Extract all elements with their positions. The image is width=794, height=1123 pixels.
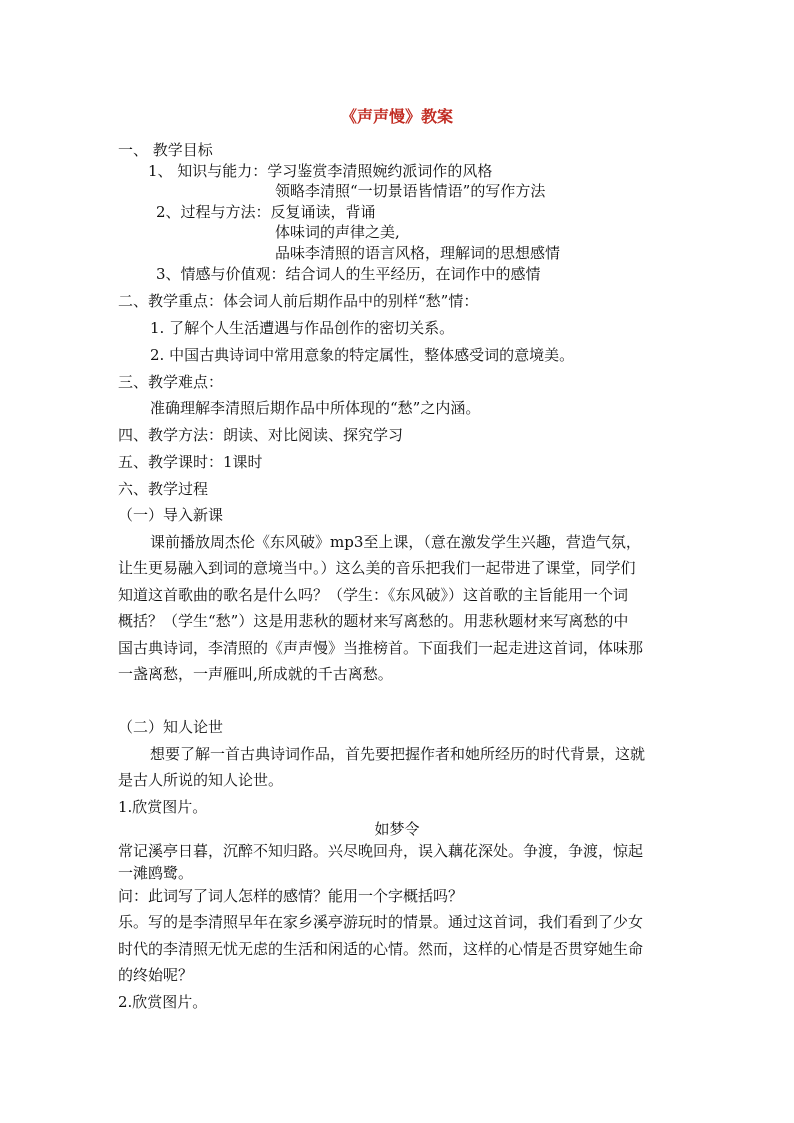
section-heading-process: 六、教学过程	[118, 480, 209, 498]
section-heading-key-points: 二、教学重点：体会词人前后期作品中的别样“愁”情：	[118, 292, 479, 310]
objective-values: 3、情感与价值观：结合词人的生平经历，在词作中的感情	[156, 265, 541, 283]
subsection-intro: （一）导入新课	[118, 506, 224, 524]
section-heading-difficulties: 三、教学难点：	[118, 373, 224, 391]
intro-paragraph-line: 一盏离愁，一声雁叫,所成就的千古离愁。	[118, 665, 393, 683]
intro-paragraph-line: 课前播放周杰伦《东风破》mp3至上课，（意在激发学生兴趣，营造气氛，	[150, 533, 641, 551]
view-picture-2: 2.欣赏图片。	[118, 993, 208, 1011]
section-heading-hours: 五、教学课时：1课时	[118, 453, 263, 471]
objective-process-cont-2: 品味李清照的语言风格，理解词的思想感情	[275, 244, 561, 262]
answer-line: 乐。写的是李清照早年在家乡溪亭游玩时的情景。通过这首词，我们看到了少女	[118, 913, 644, 931]
section-heading-methods: 四、教学方法：朗读、对比阅读、探究学习	[118, 426, 404, 444]
objective-knowledge: 1、 知识与能力：学习鉴赏李清照婉约派词作的风格	[148, 162, 493, 180]
key-point-1: 1. 了解个人生活遭遇与作品创作的密切关系。	[150, 319, 455, 337]
intro-paragraph-line: 概括？（学生“愁”）这是用悲秋的题材来写离愁的。用悲秋题材来写离愁的中	[118, 612, 629, 630]
context-paragraph-line: 是古人所说的知人论世。	[118, 771, 284, 789]
objective-knowledge-cont: 领略李清照“一切景语皆情语”的写作方法	[275, 182, 546, 200]
poem-title: 如梦令	[374, 820, 420, 838]
subsection-author-context: （二）知人论世	[118, 718, 224, 736]
objective-process-cont-1: 体味词的声律之美,	[275, 223, 400, 241]
difficulty-text: 准确理解李清照后期作品中所体现的“愁”之内涵。	[150, 399, 481, 417]
intro-paragraph-line: 让生更易融入到词的意境当中。）这么美的音乐把我们一起带进了课堂，同学们	[118, 559, 636, 577]
intro-paragraph-line: 知道这首歌曲的歌名是什么吗？（学生：《东风破》）这首歌的主旨能用一个词	[118, 586, 629, 604]
poem-line: 常记溪亭日暮，沉醉不知归路。兴尽晚回舟，误入藕花深处。争渡，争渡，惊起	[118, 842, 644, 860]
answer-line: 时代的李清照无忧无虑的生活和闲适的心情。然而，这样的心情是否贯穿她生命	[118, 940, 644, 958]
view-picture-1: 1.欣赏图片。	[118, 798, 208, 816]
answer-line: 的终始呢？	[118, 966, 194, 984]
context-paragraph-line: 想要了解一首古典诗词作品，首先要把握作者和她所经历的时代背景，这就	[150, 745, 646, 763]
section-heading-objectives: 一、 教学目标	[118, 141, 213, 159]
document-title: 《声声慢》教案	[340, 107, 453, 126]
objective-process: 2、过程与方法：反复诵读，背诵	[156, 203, 376, 221]
intro-paragraph-line: 国古典诗词，李清照的《声声慢》当推榜首。下面我们一起走进这首词，体味那	[118, 639, 644, 657]
question-line: 问：此词写了词人怎样的感情？能用一个字概括吗？	[118, 887, 464, 905]
poem-line: 一滩鸥鹭。	[118, 864, 194, 882]
key-point-2: 2. 中国古典诗词中常用意象的特定属性，整体感受词的意境美。	[150, 346, 575, 364]
